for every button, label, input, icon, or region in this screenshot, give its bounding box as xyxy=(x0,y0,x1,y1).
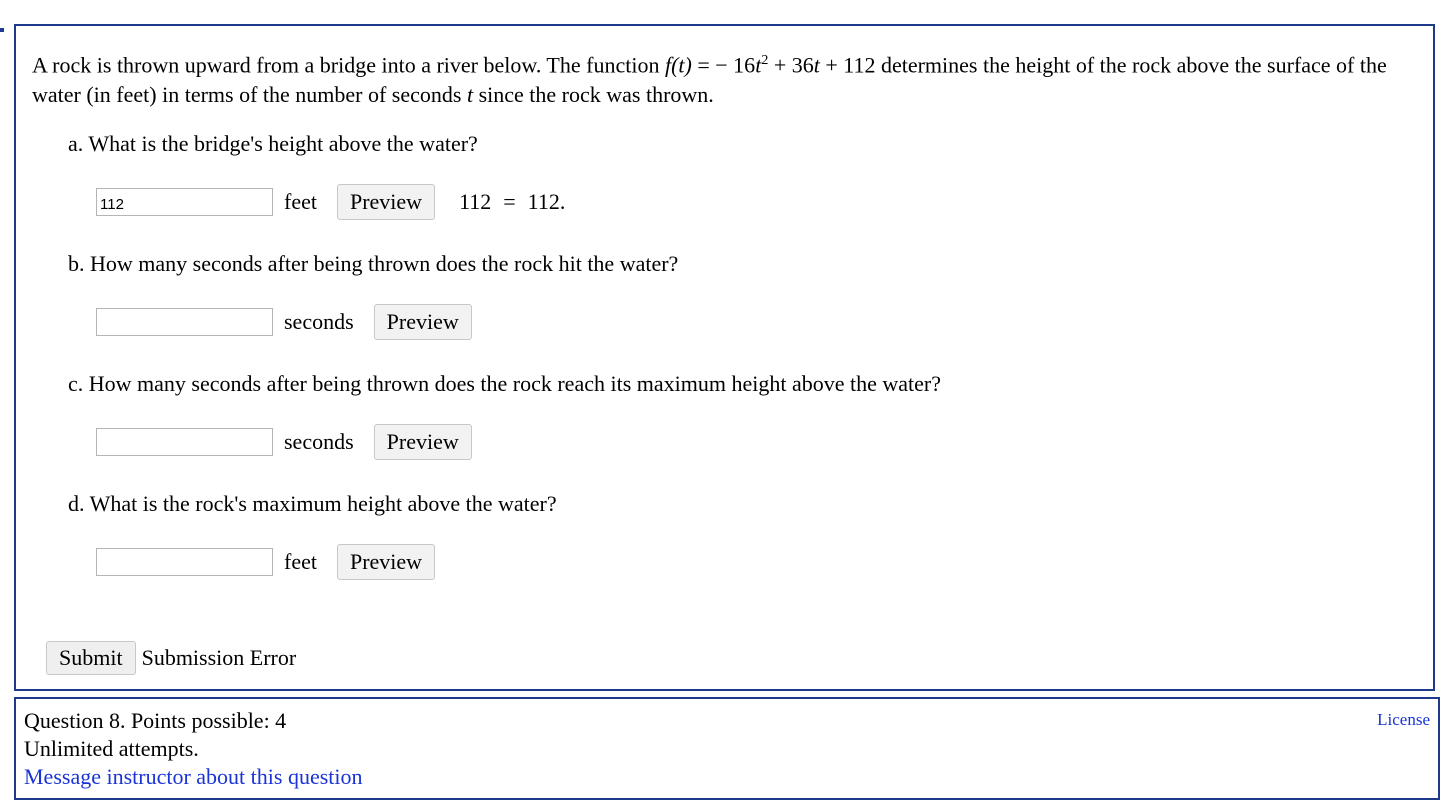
message-instructor-link[interactable]: Message instructor about this question xyxy=(24,764,363,789)
part-c-unit: seconds xyxy=(284,429,354,454)
question-text: A rock is thrown upward from a bridge into a river below. The function f(t) = − $16t^2 + 36t + 112$ determines the height of the rock above the surface of the water (in feet) in terms of the number of seconds t since the rock was thrown. xyxy=(32,52,1387,108)
part-a-prompt: a. What is the bridge's height above the water? xyxy=(68,131,478,156)
part-b-preview-button[interactable]: Preview xyxy=(374,304,472,340)
license-link[interactable]: License xyxy=(1377,710,1430,729)
part-d-answer-input[interactable] xyxy=(96,548,273,576)
question-info-panel xyxy=(14,697,1440,800)
function-name: f(t) xyxy=(664,52,692,78)
part-c-preview-button[interactable]: Preview xyxy=(374,424,472,460)
part-b-unit: seconds xyxy=(284,309,354,334)
part-c-prompt: c. How many seconds after being thrown does the rock reach its maximum height above the water? xyxy=(68,371,941,396)
submit-button[interactable]: Submit xyxy=(46,641,136,675)
part-a-answer-input[interactable] xyxy=(96,188,273,216)
question-panel xyxy=(14,24,1435,691)
part-d-prompt: d. What is the rock's maximum height above the water? xyxy=(68,491,557,516)
submission-status: Submission Error xyxy=(141,645,297,670)
margin-marker xyxy=(0,28,4,32)
part-c-answer-row xyxy=(96,425,472,459)
part-a-answer-row xyxy=(96,185,565,219)
part-d-unit: feet xyxy=(284,549,317,574)
part-a-preview-button[interactable]: Preview xyxy=(337,184,435,220)
part-b-prompt: b. How many seconds after being thrown does the rock hit the water? xyxy=(68,251,679,276)
part-b-answer-row xyxy=(96,305,472,339)
part-a-unit: feet xyxy=(284,189,317,214)
part-d-preview-button[interactable]: Preview xyxy=(337,544,435,580)
part-c-answer-input[interactable] xyxy=(96,428,273,456)
submit-row xyxy=(46,641,296,675)
part-a-preview-output: 112 = 112. xyxy=(459,189,566,214)
part-d-answer-row xyxy=(96,545,435,579)
part-b-answer-input[interactable] xyxy=(96,308,273,336)
points-possible: Question 8. Points possible: 4 xyxy=(24,708,287,733)
attempts-info: Unlimited attempts. xyxy=(24,736,199,761)
